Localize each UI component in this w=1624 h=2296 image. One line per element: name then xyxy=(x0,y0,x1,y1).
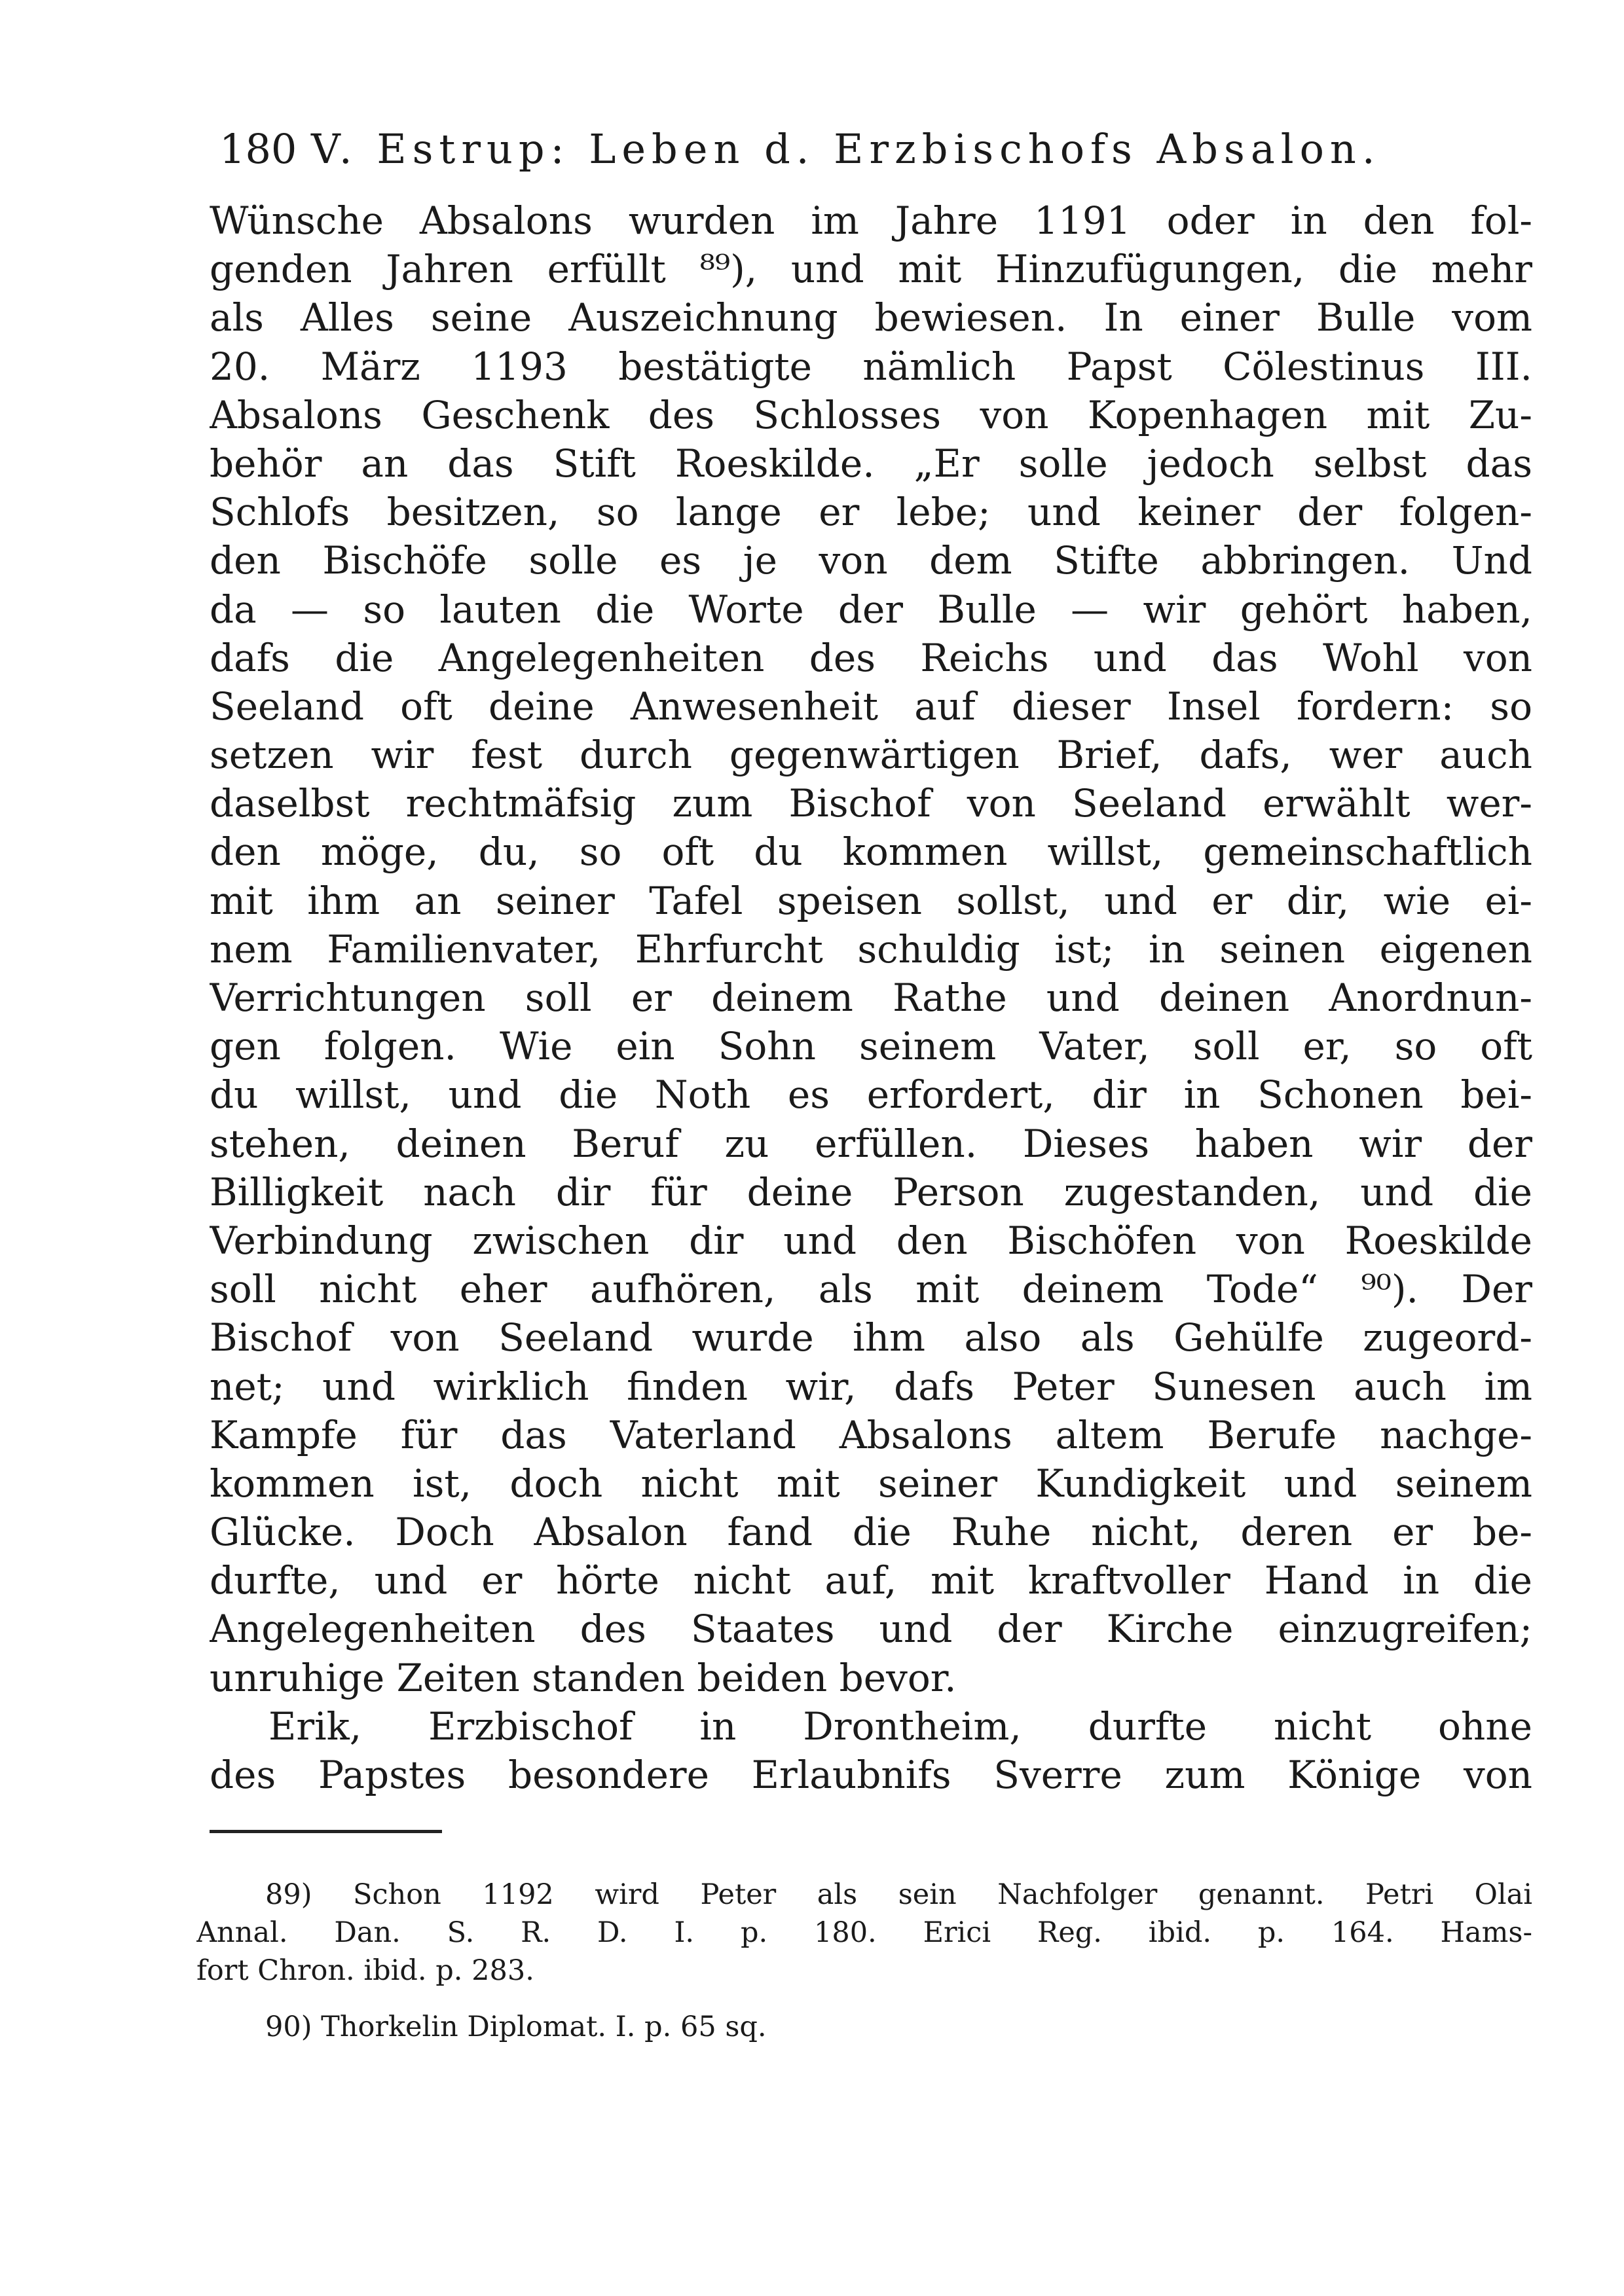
text-line: 20. März 1193 bestätigte nämlich Papst Cölestinus III. xyxy=(210,344,1532,389)
text-line: mit ihm an seiner Tafel speisen sollst, und er dir, wie ei- xyxy=(210,878,1532,923)
footnote-line: fort Chron. ibid. p. 283. xyxy=(196,1954,534,1987)
footnote-line: Annal. Dan. S. R. D. I. p. 180. Erici Reg. ibid. p. 164. Hams- xyxy=(196,1916,1532,1949)
footnote-rule xyxy=(210,1830,442,1833)
text-line: Seeland oft deine Anwesenheit auf dieser Insel fordern: so xyxy=(210,683,1532,729)
text-line: du willst, und die Noth es erfordert, dir in Schonen bei- xyxy=(210,1072,1532,1118)
running-head xyxy=(219,117,1526,182)
text-line: Verbindung zwischen dir und den Bischöfen von Roeskilde xyxy=(210,1218,1532,1263)
text-line: Schlofs besitzen, so lange er lebe; und keiner der folgen- xyxy=(210,490,1532,535)
text-line: gen folgen. Wie ein Sohn seinem Vater, soll er, so oft xyxy=(210,1024,1532,1069)
text-line: des Papstes besondere Erlaubnifs Sverre zum Könige von xyxy=(210,1753,1532,1797)
text-line: nem Familienvater, Ehrfurcht schuldig ist; in seinen eigenen xyxy=(210,926,1532,972)
text-line: kommen ist, doch nicht mit seiner Kundigkeit und seinem xyxy=(210,1461,1532,1506)
text-line: behör an das Stift Roeskilde. „Er solle jedoch selbst das xyxy=(210,441,1532,486)
text-line: Verrichtungen soll er deinem Rathe und deinen Anordnun- xyxy=(210,975,1532,1020)
footnotes xyxy=(196,1876,1532,2046)
text-line: soll nicht eher aufhören, als mit deinem Tode“ ⁹⁰). Der xyxy=(210,1267,1532,1312)
text-line: Angelegenheiten des Staates und der Kirche einzugreifen; xyxy=(210,1607,1532,1652)
footnote-line: 90) Thorkelin Diplomat. I. p. 65 sq. xyxy=(265,2011,767,2043)
footnote-89 xyxy=(196,1876,1532,1990)
text-line: Wünsche Absalons wurden im Jahre 1191 oder in den fol- xyxy=(210,198,1532,243)
text-line: daselbst rechtmäfsig zum Bischof von Seeland erwählt wer- xyxy=(210,781,1532,826)
text-line: net; und wirklich finden wir, dafs Peter Sunesen auch im xyxy=(210,1364,1532,1409)
text-line: genden Jahren erfüllt ⁸⁹), und mit Hinzufügungen, die mehr xyxy=(210,247,1532,292)
text-line: den möge, du, so oft du kommen willst, gemeinschaftlich xyxy=(210,829,1532,875)
text-line: als Alles seine Auszeichnung bewiesen. In einer Bulle vom xyxy=(210,295,1532,340)
text-line: da — so lauten die Worte der Bulle — wir gehört haben, xyxy=(210,587,1532,632)
text-line: den Bischöfe solle es je von dem Stifte abbringen. Und xyxy=(210,538,1532,583)
body-text xyxy=(210,196,1532,1799)
footnote-gap xyxy=(196,1990,1532,2008)
page-number: 180 xyxy=(219,125,297,173)
text-line: dafs die Angelegenheiten des Reichs und das Wohl von xyxy=(210,635,1532,680)
text-line: durfte, und er hörte nicht auf, mit kraftvoller Hand in die xyxy=(210,1558,1532,1603)
text-line: Absalons Geschenk des Schlosses von Kopenhagen mit Zu- xyxy=(210,392,1532,437)
text-line: stehen, deinen Beruf zu erfüllen. Dieses haben wir der xyxy=(210,1121,1532,1166)
text-line: Glücke. Doch Absalon fand die Ruhe nicht, deren er be- xyxy=(210,1510,1532,1555)
text-line: Bischof von Seeland wurde ihm also als Gehülfe zugeord- xyxy=(210,1315,1532,1360)
text-line: Billigkeit nach dir für deine Person zugestanden, und die xyxy=(210,1169,1532,1214)
text-line: unruhige Zeiten standen beiden bevor. xyxy=(210,1655,957,1700)
running-head-title: V. Estrup: Leben d. Erzbischofs Absalon. xyxy=(311,125,1381,173)
footnote-line: 89) Schon 1192 wird Peter als sein Nachfolger genannt. Petri Olai xyxy=(265,1878,1532,1911)
text-line: Erik, Erzbischof in Drontheim, durfte nicht ohne xyxy=(268,1704,1532,1749)
text-line: setzen wir fest durch gegenwärtigen Brief, dafs, wer auch xyxy=(210,733,1532,778)
footnote-90 xyxy=(196,2008,1532,2046)
text-line: Kampfe für das Vaterland Absalons altem Berufe nachge- xyxy=(210,1412,1532,1457)
